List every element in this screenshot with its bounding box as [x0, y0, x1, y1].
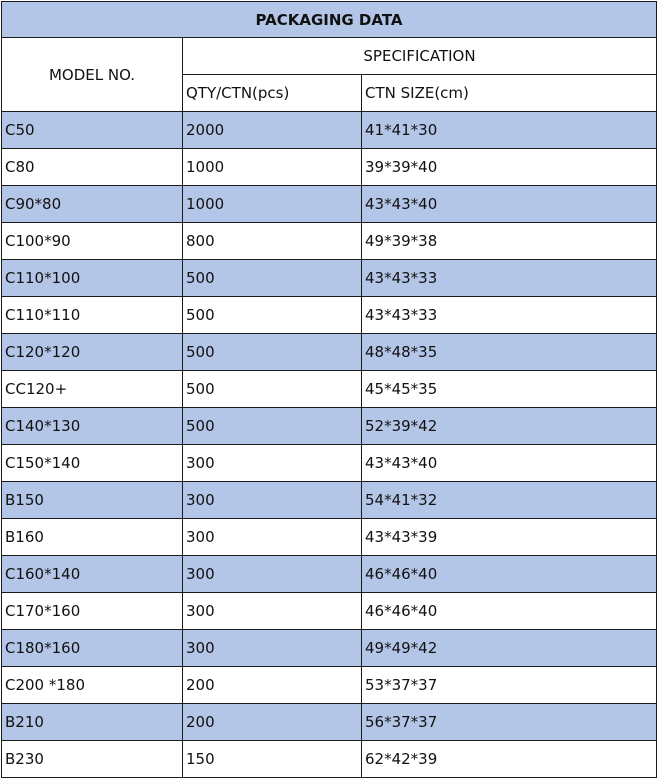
carton-size-cell: 45*45*35 [362, 371, 657, 408]
model-cell: B230 [2, 741, 183, 778]
table-row [2, 223, 657, 260]
model-cell: B160 [2, 519, 183, 556]
qty-cell: 300 [183, 519, 362, 556]
table-row [2, 556, 657, 593]
qty-cell: 500 [183, 408, 362, 445]
qty-cell: 300 [183, 593, 362, 630]
carton-size-cell: 43*43*33 [362, 260, 657, 297]
qty-cell: 200 [183, 704, 362, 741]
qty-cell: 150 [183, 741, 362, 778]
model-cell: C180*160 [2, 630, 183, 667]
table-row [2, 112, 657, 149]
qty-cell: 1000 [183, 186, 362, 223]
model-cell: C150*140 [2, 445, 183, 482]
qty-cell: 800 [183, 223, 362, 260]
model-cell: C140*130 [2, 408, 183, 445]
carton-size-cell: 49*39*38 [362, 223, 657, 260]
table-row [2, 482, 657, 519]
packaging-data-table [1, 1, 657, 778]
model-cell: B150 [2, 482, 183, 519]
table-row [2, 519, 657, 556]
model-cell: C80 [2, 149, 183, 186]
carton-size-cell: 43*43*33 [362, 297, 657, 334]
model-no-header: MODEL NO. [2, 38, 183, 112]
carton-size-cell: 54*41*32 [362, 482, 657, 519]
qty-cell: 500 [183, 334, 362, 371]
header-row-1 [2, 38, 657, 75]
carton-size-cell: 56*37*37 [362, 704, 657, 741]
model-cell: C110*110 [2, 297, 183, 334]
table-row [2, 408, 657, 445]
model-cell: C90*80 [2, 186, 183, 223]
model-cell: C110*100 [2, 260, 183, 297]
qty-cell: 300 [183, 556, 362, 593]
table-body [2, 112, 657, 778]
model-cell: C100*90 [2, 223, 183, 260]
qty-cell: 500 [183, 371, 362, 408]
carton-size-cell: 49*49*42 [362, 630, 657, 667]
model-cell: C120*120 [2, 334, 183, 371]
qty-cell: 300 [183, 445, 362, 482]
qty-cell: 200 [183, 667, 362, 704]
table-row [2, 334, 657, 371]
qty-per-carton-header: QTY/CTN(pcs) [183, 75, 362, 112]
table-row [2, 260, 657, 297]
table-row [2, 741, 657, 778]
carton-size-cell: 39*39*40 [362, 149, 657, 186]
carton-size-cell: 43*43*40 [362, 186, 657, 223]
specification-header: SPECIFICATION [183, 38, 657, 75]
model-cell: CC120+ [2, 371, 183, 408]
model-cell: B210 [2, 704, 183, 741]
table-row [2, 371, 657, 408]
table-row [2, 704, 657, 741]
table-row [2, 186, 657, 223]
model-cell: C50 [2, 112, 183, 149]
table-title: PACKAGING DATA [2, 2, 657, 38]
carton-size-header: CTN SIZE(cm) [362, 75, 657, 112]
carton-size-cell: 46*46*40 [362, 556, 657, 593]
carton-size-cell: 41*41*30 [362, 112, 657, 149]
qty-cell: 300 [183, 630, 362, 667]
table-row [2, 445, 657, 482]
model-cell: C200 *180 [2, 667, 183, 704]
carton-size-cell: 43*43*40 [362, 445, 657, 482]
qty-cell: 500 [183, 260, 362, 297]
title-row [2, 2, 657, 38]
model-cell: C170*160 [2, 593, 183, 630]
table-row [2, 297, 657, 334]
qty-cell: 1000 [183, 149, 362, 186]
table-row [2, 667, 657, 704]
table-row [2, 630, 657, 667]
qty-cell: 500 [183, 297, 362, 334]
carton-size-cell: 48*48*35 [362, 334, 657, 371]
qty-cell: 300 [183, 482, 362, 519]
qty-cell: 2000 [183, 112, 362, 149]
carton-size-cell: 53*37*37 [362, 667, 657, 704]
table-row [2, 149, 657, 186]
table-row [2, 593, 657, 630]
model-cell: C160*140 [2, 556, 183, 593]
carton-size-cell: 43*43*39 [362, 519, 657, 556]
carton-size-cell: 46*46*40 [362, 593, 657, 630]
carton-size-cell: 52*39*42 [362, 408, 657, 445]
carton-size-cell: 62*42*39 [362, 741, 657, 778]
